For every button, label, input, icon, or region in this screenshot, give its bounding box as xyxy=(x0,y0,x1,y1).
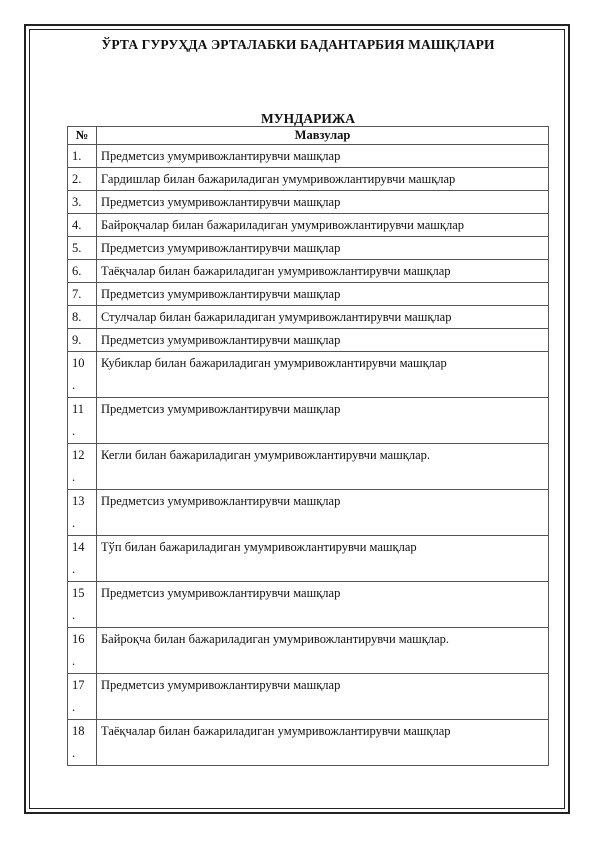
toc-row xyxy=(68,237,549,260)
row-topic: Стулчалар билан бажариладиган умумривожлантирувчи машқлар xyxy=(97,306,549,329)
row-number: 6. xyxy=(68,260,97,283)
row-topic: Предметсиз умумривожлантирувчи машқлар xyxy=(97,674,549,720)
row-topic: Предметсиз умумривожлантирувчи машқлар xyxy=(97,237,549,260)
toc-row xyxy=(68,191,549,214)
toc-row xyxy=(68,260,549,283)
toc-row xyxy=(68,628,549,674)
row-number: 11 . xyxy=(68,398,97,444)
row-topic: Таёқчалар билан бажариладиган умумривожлантирувчи машқлар xyxy=(97,260,549,283)
toc-row xyxy=(68,444,549,490)
toc-table xyxy=(67,126,549,766)
row-number: 3. xyxy=(68,191,97,214)
toc-row xyxy=(68,145,549,168)
row-topic: Байроқчалар билан бажариладиган умумривожлантирувчи машқлар xyxy=(97,214,549,237)
toc-row xyxy=(68,306,549,329)
toc-row xyxy=(68,329,549,352)
toc-heading: МУНДАРИЖА xyxy=(260,111,356,126)
row-number: 1. xyxy=(68,145,97,168)
toc-row xyxy=(68,214,549,237)
toc-row xyxy=(68,536,549,582)
toc-row xyxy=(68,720,549,766)
row-number: 12 . xyxy=(68,444,97,490)
row-topic: Таёқчалар билан бажариладиган умумривожлантирувчи машқлар xyxy=(97,720,549,766)
row-topic: Предметсиз умумривожлантирувчи машқлар xyxy=(97,283,549,306)
row-topic: Кегли билан бажариладиган умумривожлантирувчи машқлар. xyxy=(97,444,549,490)
row-topic: Предметсиз умумривожлантирувчи машқлар xyxy=(97,145,549,168)
row-topic: Предметсиз умумривожлантирувчи машқлар xyxy=(97,329,549,352)
toc-body xyxy=(68,145,549,766)
row-number: 17 . xyxy=(68,674,97,720)
column-header-topics: Мавзулар xyxy=(97,127,549,145)
row-topic: Гардишлар билан бажариладиган умумривожлантирувчи машқлар xyxy=(97,168,549,191)
toc-row xyxy=(68,352,549,398)
toc-row xyxy=(68,283,549,306)
row-topic: Предметсиз умумривожлантирувчи машқлар xyxy=(97,398,549,444)
toc-row xyxy=(68,582,549,628)
document-title: ЎРТА ГУРУҲДА ЭРТАЛАБКИ БАДАНТАРБИЯ МАШҚЛАРИ xyxy=(101,37,495,52)
row-topic: Байроқча билан бажариладиган умумривожлантирувчи машқлар. xyxy=(97,628,549,674)
row-number: 15 . xyxy=(68,582,97,628)
row-topic: Кубиклар билан бажариладиган умумривожлантирувчи машқлар xyxy=(97,352,549,398)
row-number: 4. xyxy=(68,214,97,237)
toc-row xyxy=(68,490,549,536)
row-number: 13 . xyxy=(68,490,97,536)
toc-header-row xyxy=(68,127,549,145)
row-topic: Предметсиз умумривожлантирувчи машқлар xyxy=(97,490,549,536)
toc-row xyxy=(68,674,549,720)
column-header-number: № xyxy=(68,127,97,145)
row-number: 5. xyxy=(68,237,97,260)
toc-row xyxy=(68,398,549,444)
row-number: 18 . xyxy=(68,720,97,766)
row-number: 14 . xyxy=(68,536,97,582)
row-topic: Тўп билан бажариладиган умумривожлантирувчи машқлар xyxy=(97,536,549,582)
row-number: 9. xyxy=(68,329,97,352)
row-topic: Предметсиз умумривожлантирувчи машқлар xyxy=(97,582,549,628)
row-number: 8. xyxy=(68,306,97,329)
row-number: 2. xyxy=(68,168,97,191)
row-number: 10 . xyxy=(68,352,97,398)
row-topic: Предметсиз умумривожлантирувчи машқлар xyxy=(97,191,549,214)
row-number: 7. xyxy=(68,283,97,306)
toc-row xyxy=(68,168,549,191)
row-number: 16 . xyxy=(68,628,97,674)
